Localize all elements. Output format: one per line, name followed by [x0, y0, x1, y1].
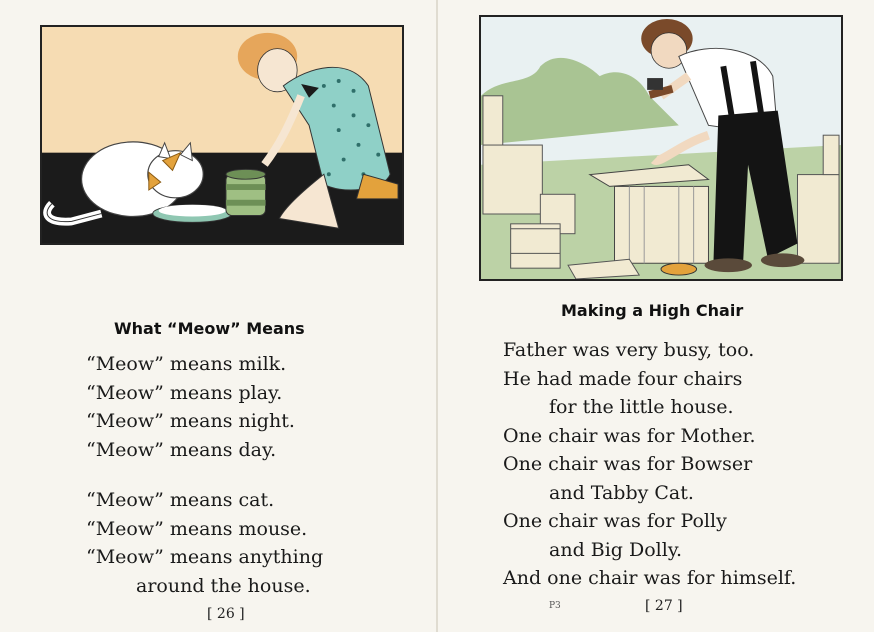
story-line: and Tabby Cat. [549, 481, 694, 504]
story-line: One chair was for Bowser [503, 453, 753, 475]
girl-feeding-cat-icon [42, 27, 402, 243]
story-line: Father was very busy, too. [503, 339, 755, 361]
poem-line: “Meow” means play. [86, 381, 283, 404]
printer-signature: P3 [549, 601, 561, 611]
poem-line: “Meow” means day. [86, 438, 277, 461]
poem-stanza-2 [86, 486, 323, 600]
boy-hammering-chair-illustration [479, 15, 843, 281]
girl-feeding-cat-illustration [40, 25, 404, 245]
story-line: One chair was for Polly [503, 510, 727, 532]
story-line: He had made four chairs [503, 367, 743, 390]
boy-hammering-chair-icon [481, 17, 841, 279]
poem-title: What “Meow” Means [114, 319, 305, 338]
poem-line: “Meow” means night. [86, 410, 295, 432]
right-page [437, 0, 874, 632]
page-number-right: [ 27 ] [645, 598, 683, 614]
story-line: One chair was for Mother. [503, 424, 756, 447]
poem-line: “Meow” means mouse. [86, 517, 308, 540]
poem-line: “Meow” means anything [86, 546, 324, 568]
poem-stanza-1 [86, 350, 295, 464]
poem-line: around the house. [136, 574, 311, 597]
poem-line: “Meow” means milk. [86, 353, 287, 375]
story-line: And one chair was for himself. [503, 567, 797, 589]
poem-line: “Meow” means cat. [86, 489, 275, 511]
story-line: for the little house. [549, 396, 734, 418]
story-line: and Big Dolly. [549, 538, 683, 561]
story-title: Making a High Chair [561, 301, 744, 320]
page-number-left: [ 26 ] [207, 606, 245, 622]
story-text [503, 336, 796, 593]
